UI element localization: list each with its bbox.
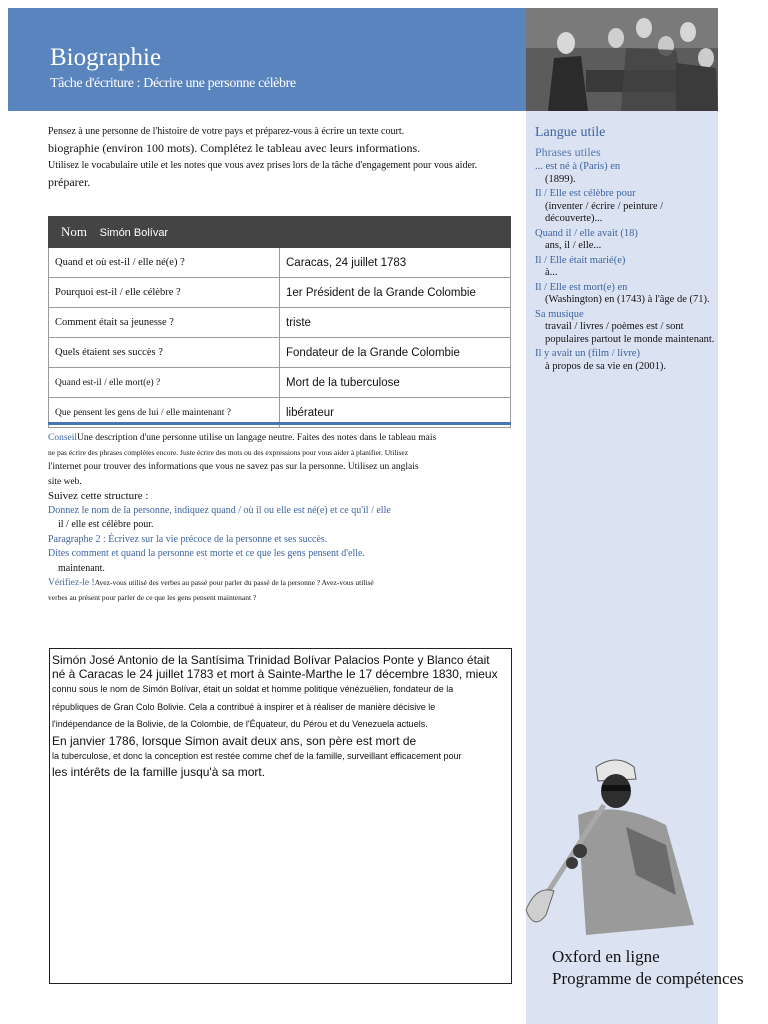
instruction-line: biographie (environ 100 mots). Complétez le tableau avec leurs informations. <box>48 141 421 155</box>
table-row <box>49 338 511 368</box>
name-cell <box>49 217 511 248</box>
question-cell: Que pensent les gens de lui / elle maintenant ? <box>49 398 280 428</box>
phrase-item <box>535 282 715 307</box>
writing-tips <box>48 431 518 605</box>
biography-line: né à Caracas le 24 juillet 1783 et mort à Sainte-Marthe le 17 décembre 1830, mieux <box>52 667 498 681</box>
name-value[interactable]: Simón Bolívar <box>99 227 169 239</box>
biography-line: En janvier 1786, lorsque Simon avait deux ans, son père est mort de <box>52 733 417 748</box>
phrase-rest: à... <box>545 267 558 278</box>
phrase-item <box>535 161 715 186</box>
structure-step-1-cont: il / elle est célèbre pour. <box>58 519 154 530</box>
tip-line: site web. <box>48 476 82 487</box>
question-cell: Quels étaient ses succès ? <box>49 338 280 368</box>
trumpet-player-illustration <box>516 755 708 943</box>
phrase-rest: (Washington) en (1743) à l'âge de (71). <box>545 294 710 305</box>
advice-label: Conseil <box>48 433 78 443</box>
phrase-head: Sa musique <box>535 308 584 320</box>
biography-line: Simón José Antonio de la Santísima Trinidad Bolívar Palacios Ponte y Blanco était <box>52 653 490 667</box>
phrase-head: Il / Elle était marié(e) <box>535 254 626 266</box>
table-row <box>49 278 511 308</box>
biography-line: les intérêts de la famille jusqu'à sa mort. <box>52 765 266 779</box>
answer-cell[interactable]: Fondateur de la Grande Colombie <box>280 338 511 368</box>
phrase-head: ... est né à (Paris) en <box>535 161 621 172</box>
check-label: Vérifiez-le ! <box>48 578 95 588</box>
sidebar-subtitle: Phrases utiles <box>535 145 601 159</box>
phrase-rest: à propos de sa vie en (2001). <box>545 360 667 372</box>
structure-step-3: Dites comment et quand la personne est morte et ce que les gens pensent d'elle. <box>48 548 365 559</box>
answer-cell[interactable]: triste <box>280 308 511 338</box>
phrase-rest: (inventer / écrire / peinture / découverte)... <box>545 200 664 224</box>
oxford-footer <box>552 946 744 990</box>
answer-cell[interactable]: libérateur <box>280 398 511 428</box>
biography-text <box>50 649 511 783</box>
name-label: Nom <box>61 224 87 239</box>
check-line: verbes au présent pour parler de ce que les gens pensent maintenant ? <box>48 592 257 602</box>
task-instructions <box>48 125 518 193</box>
biography-line: connu sous le nom de Simón Bolívar, était un soldat et homme politique vénézuélien, fondateur de la <box>52 684 454 694</box>
page-title: Biographie <box>50 44 162 71</box>
table-row <box>49 308 511 338</box>
check-line <box>48 576 518 591</box>
table-row <box>49 248 511 278</box>
phrase-head: Quand il / elle avait (18) <box>535 227 638 239</box>
phrase-item <box>535 348 715 373</box>
check-text: Avez-vous utilisé des verbes au passé pour parler du passé de la personne ? Avez-vous utilisé <box>94 578 374 587</box>
table-header-row <box>49 217 511 248</box>
person-info-table <box>48 216 511 428</box>
historical-painting-image <box>526 8 718 111</box>
phrase-rest: travail / livres / poèmes est / sont populaires partout le monde maintenant. <box>545 321 715 345</box>
table-row <box>49 368 511 398</box>
structure-step-2: Paragraphe 2 : Écrivez sur la vie précoce de la personne et ses succès. <box>48 533 328 545</box>
answer-cell[interactable]: Caracas, 24 juillet 1783 <box>280 248 511 278</box>
answer-cell[interactable]: Mort de la tuberculose <box>280 368 511 398</box>
biography-line: l'indépendance de la Bolivie, de la Colombie, de l'Équateur, du Pérou et du Venezuela actuels. <box>52 719 428 729</box>
table-bottom-rule <box>48 422 511 425</box>
structure-label: Suivez cette structure : <box>48 490 149 502</box>
phrase-item <box>535 188 715 226</box>
question-cell: Quand et où est-il / elle né(e) ? <box>49 248 280 278</box>
sidebar-title: Langue utile <box>535 125 606 140</box>
biography-line: la tuberculose, et donc la conception est restée comme chef de la famille, surveillant efficacement pour <box>52 750 462 761</box>
phrase-item <box>535 309 715 347</box>
page-subtitle: Tâche d'écriture : Décrire une personne célèbre <box>50 76 296 91</box>
phrase-head: Il / Elle est célèbre pour <box>535 188 636 199</box>
instruction-line: Pensez à une personne de l'histoire de votre pays et préparez-vous à écrire un texte court. <box>48 126 405 137</box>
phrase-item <box>535 255 715 280</box>
tip-line <box>48 431 518 446</box>
instruction-line: Utilisez le vocabulaire utile et les notes que vous avez prises lors de la tâche d'engagement pour vous aider. <box>48 160 478 171</box>
tip-line: ne pas écrire des phrases complètes encore. Juste écrire des mots ou des expressions pour vous aider à planifier. Utilisez <box>48 447 409 457</box>
phrase-item <box>535 228 715 253</box>
advice-text: Une description d'une personne utilise un langage neutre. Faites des notes dans le tableau mais <box>77 433 437 443</box>
question-cell: Pourquoi est-il / elle célèbre ? <box>49 278 280 308</box>
answer-cell[interactable]: 1er Président de la Grande Colombie <box>280 278 511 308</box>
question-cell: Comment était sa jeunesse ? <box>49 308 280 338</box>
structure-step-1: Donnez le nom de la personne, indiquez quand / où il ou elle est né(e) et ce qu'il / elle <box>48 504 391 516</box>
painting-illustration <box>526 8 718 111</box>
footer-line: Programme de compétences <box>552 969 744 988</box>
phrase-head: Il / Elle est mort(e) en <box>535 281 628 293</box>
phrase-rest: (1899). <box>545 173 576 185</box>
trumpet-player-image <box>516 755 708 943</box>
phrase-head: Il y avait un (film / livre) <box>535 348 640 359</box>
header-banner <box>8 8 526 111</box>
instruction-line: préparer. <box>48 175 91 189</box>
phrase-rest: ans, il / elle... <box>545 240 602 251</box>
biography-answer-box[interactable] <box>49 648 512 984</box>
useful-phrases-list <box>535 161 715 375</box>
tip-line: l'internet pour trouver des informations que vous ne savez pas sur la personne. Utilisez un anglais <box>48 462 419 472</box>
question-cell: Quand est-il / elle mort(e) ? <box>49 368 280 398</box>
structure-step-3-cont: maintenant. <box>58 562 105 574</box>
footer-line: Oxford en ligne <box>552 947 660 966</box>
biography-line: républiques de Gran Colo Bolivie. Cela a contribué à inspirer et à réaliser de manière décisive le <box>52 701 436 712</box>
